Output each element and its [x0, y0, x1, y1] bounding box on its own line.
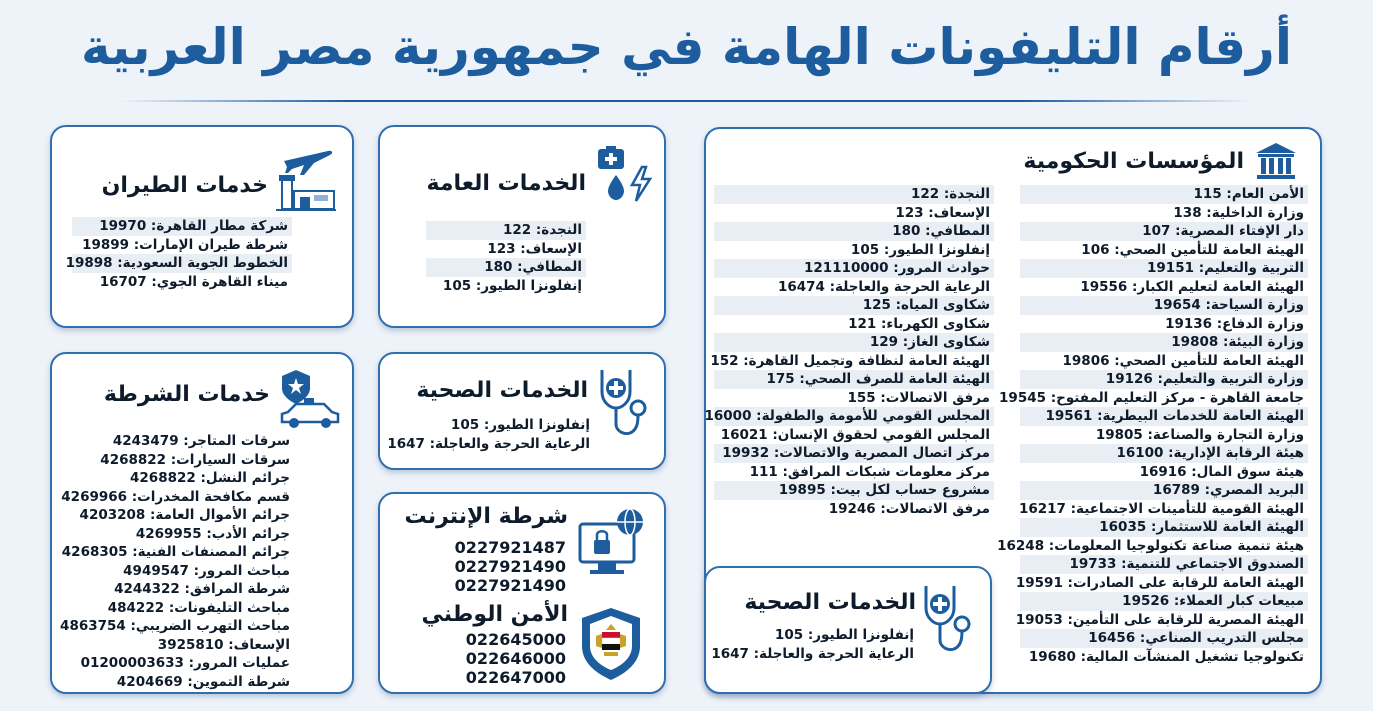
item-label: البريد المصري: — [1204, 482, 1304, 498]
item-label: وزارة الداخلية: — [1206, 204, 1304, 221]
item-label: وزارة التربية والتعليم: — [1157, 371, 1304, 387]
phone-number[interactable]: 105 — [774, 627, 804, 643]
phone-number[interactable]: 111 — [749, 463, 778, 480]
list-item — [1020, 222, 1308, 241]
medical-water-electricity-icon — [594, 143, 656, 205]
list-item — [61, 488, 294, 507]
phone-number[interactable]: 105 — [850, 241, 880, 258]
stethoscope-icon — [916, 582, 978, 656]
stethoscope-icon — [592, 366, 654, 440]
item-label: الهيئة العامة للصرف الصحي: — [799, 371, 990, 387]
phone-number[interactable]: 484222 — [107, 599, 165, 616]
item-label: مشروع حساب لكل بيت: — [830, 482, 990, 498]
phone-number[interactable]: 16916 — [1139, 463, 1187, 480]
item-label: النجدة: — [943, 186, 990, 202]
list-item — [728, 626, 918, 645]
phone-number[interactable]: 16707 — [99, 273, 147, 290]
list-item — [714, 222, 994, 241]
phone-number[interactable]: 19545 — [999, 389, 1046, 406]
internet-title: شرطة الإنترنت — [404, 504, 568, 529]
phone-number[interactable]: 4244322 — [114, 581, 180, 597]
list-item — [714, 259, 994, 278]
phone-number[interactable]: 16217 — [1018, 500, 1066, 517]
phone-number[interactable]: 129 — [869, 334, 899, 350]
phone-number[interactable]: 16035 — [1099, 519, 1147, 535]
list-item — [64, 506, 294, 525]
phone-number[interactable]: 19899 — [82, 236, 130, 253]
list-item — [1020, 463, 1308, 482]
item-label: الخطوط الجوية السعودية: — [117, 255, 288, 271]
phone-number[interactable]: 4949547 — [123, 562, 189, 579]
general-card — [378, 125, 666, 328]
item-label: المطافي: — [925, 223, 990, 239]
item-label: وزارة البيئة: — [1222, 334, 1304, 350]
list-item — [714, 241, 994, 260]
phone-number[interactable]: 19151 — [1147, 260, 1194, 276]
list-item — [1020, 370, 1308, 389]
item-label: مباحث التهرب الضريبي: — [130, 618, 290, 634]
phone-number[interactable]: 4269955 — [135, 525, 202, 542]
phone-number[interactable]: 19126 — [1105, 371, 1153, 387]
phone-number[interactable]: 123 — [895, 204, 924, 221]
phone-number[interactable]: 0227921490 — [454, 557, 566, 576]
phone-number[interactable]: 155 — [847, 389, 876, 406]
phone-number[interactable]: 106 — [1081, 241, 1110, 258]
list-item — [1020, 296, 1308, 315]
list-item — [714, 278, 994, 297]
internet-numbers — [436, 538, 566, 595]
item-label: الرعاية الحرجة والعاجلة: — [829, 278, 990, 295]
phone-number[interactable]: 122 — [503, 222, 532, 238]
list-item — [426, 258, 586, 277]
aviation-list — [65, 217, 292, 291]
item-label: الصندوق الاجتماعي للتنمية: — [1121, 556, 1304, 572]
phone-number[interactable]: 022647000 — [465, 668, 566, 687]
item-label: إنفلونزا الطيور: — [883, 241, 990, 258]
phone-number[interactable]: 105 — [450, 417, 480, 433]
item-label: هيئة سوق المال: — [1191, 463, 1304, 480]
list-item — [1020, 259, 1308, 278]
item-label: الهيئة العامة للرقابة على الصادرات: — [1067, 574, 1304, 591]
phone-number[interactable]: 1647 — [711, 645, 749, 662]
item-label: مرفق الاتصالات: — [880, 389, 990, 406]
list-item — [64, 654, 294, 673]
phone-number[interactable]: 1647 — [387, 435, 425, 452]
phone-number[interactable]: 19898 — [65, 255, 113, 271]
item-label: الرعاية الحرجة والعاجلة: — [753, 645, 914, 662]
list-item — [714, 444, 994, 463]
item-label: إنفلونزا الطيور: — [475, 277, 582, 294]
phone-number[interactable]: 16000 — [704, 408, 752, 424]
list-item — [714, 389, 994, 408]
phone-number[interactable]: 19932 — [722, 445, 770, 461]
item-label: الهيئة العامة للخدمات البيطرية: — [1097, 408, 1304, 424]
title-underline — [120, 100, 1250, 102]
item-label: قسم مكافحة المخدرات: — [131, 488, 290, 505]
phone-number[interactable]: 16474 — [777, 278, 825, 295]
list-item — [1020, 444, 1308, 463]
list-item — [999, 389, 1308, 408]
list-item — [1020, 426, 1308, 445]
item-label: مباحث المرور: — [193, 562, 290, 579]
list-item — [426, 240, 586, 259]
item-label: الإسعاف: — [228, 636, 290, 653]
list-item — [714, 333, 994, 352]
phone-number[interactable]: 19053 — [1015, 611, 1063, 628]
phone-number[interactable]: 16789 — [1152, 482, 1200, 498]
list-item — [64, 469, 294, 488]
item-label: وزارة الدفاع: — [1216, 315, 1304, 332]
item-label: الرعاية الحرجة والعاجلة: — [429, 435, 590, 452]
item-label: الهيئة العامة للاستثمار: — [1150, 519, 1304, 535]
list-item — [72, 217, 292, 236]
item-label: وزارة السياحة: — [1205, 297, 1304, 313]
internet-national-card — [378, 492, 666, 694]
gov-title: المؤسسات الحكومية — [1023, 149, 1244, 174]
item-label: مباحث التليفونات: — [168, 599, 290, 616]
item-label: وزارة التجارة والصناعة: — [1147, 426, 1304, 443]
list-item — [1015, 574, 1308, 593]
list-item — [714, 185, 994, 204]
list-item — [426, 277, 586, 296]
phone-number[interactable]: 107 — [1142, 223, 1171, 239]
list-item — [1020, 204, 1308, 223]
phone-number[interactable]: 122 — [911, 186, 940, 202]
phone-number[interactable]: 4269966 — [61, 488, 128, 505]
phone-number[interactable]: 16456 — [1088, 630, 1136, 646]
egypt-eagle-shield-icon — [578, 606, 644, 682]
phone-number[interactable]: 19591 — [1015, 574, 1063, 591]
list-item — [60, 617, 294, 636]
item-label: الإسعاف: — [928, 204, 990, 221]
list-item — [714, 481, 994, 500]
item-label: مبيعات كبار العملاء: — [1173, 593, 1304, 609]
gov-list-right — [997, 185, 1308, 666]
general-title: الخدمات العامة — [426, 171, 586, 196]
phone-number[interactable]: 4268822 — [100, 451, 167, 468]
phone-number[interactable]: 4863754 — [60, 618, 126, 634]
item-label: مجلس التدريب الصناعي: — [1139, 630, 1304, 646]
phone-number[interactable]: 16021 — [720, 426, 768, 443]
phone-number[interactable]: 19526 — [1122, 593, 1170, 609]
phone-number[interactable]: 123 — [487, 240, 516, 257]
list-item — [714, 500, 994, 519]
list-item — [1020, 352, 1308, 371]
list-item — [1020, 648, 1308, 667]
item-label: جامعة القاهرة - مركز التعليم المفتوح: — [1050, 389, 1304, 406]
police-card — [50, 352, 354, 694]
national-title: الأمن الوطني — [421, 602, 568, 627]
list-item — [1015, 611, 1308, 630]
phone-number[interactable]: 180 — [484, 259, 513, 275]
item-label: سرقات المتاجر: — [183, 433, 290, 449]
item-label: إنفلونزا الطيور: — [483, 417, 590, 433]
phone-number[interactable]: 115 — [1193, 186, 1222, 202]
item-label: الإسعاف: — [520, 240, 582, 257]
item-label: شركة مطار القاهرة: — [150, 218, 288, 234]
phone-number[interactable]: 19805 — [1095, 426, 1143, 443]
phone-number[interactable]: 0227921487 — [454, 538, 566, 557]
health-mid-title: الخدمات الصحية — [416, 378, 588, 403]
list-item — [1020, 407, 1308, 426]
phone-number[interactable]: 0227921490 — [454, 576, 566, 595]
health-bottom-list — [711, 626, 918, 663]
page-title: أرقام التليفونات الهامة في جمهورية مصر العربية — [81, 18, 1292, 76]
list-item — [1020, 481, 1308, 500]
item-label: الهيئة العامة للتأمين الصحي: — [1114, 352, 1304, 369]
list-item — [714, 296, 994, 315]
list-item — [64, 451, 294, 470]
item-label: شرطة المرافق: — [184, 581, 290, 597]
phone-number[interactable]: 19895 — [778, 482, 826, 498]
health-mid-list — [387, 416, 594, 453]
list-item — [1020, 315, 1308, 334]
phone-number[interactable]: 19136 — [1165, 315, 1213, 332]
gov-list-left — [704, 185, 994, 518]
list-item — [711, 645, 918, 664]
list-item — [64, 432, 294, 451]
item-label: حوادث المرور: — [893, 260, 990, 276]
list-item — [714, 426, 994, 445]
list-item — [64, 636, 294, 655]
phone-number[interactable]: 19680 — [1028, 648, 1076, 665]
list-item — [426, 221, 586, 240]
list-item — [64, 599, 294, 618]
list-item — [714, 370, 994, 389]
phone-number[interactable]: 19806 — [1062, 352, 1110, 369]
item-label: التربية والتعليم: — [1198, 260, 1304, 276]
list-item — [714, 315, 994, 334]
item-label: شكاوى الغاز: — [902, 334, 990, 350]
item-label: دار الإفتاء المصرية: — [1175, 223, 1304, 239]
list-item — [704, 407, 994, 426]
item-label: جرائم الأدب: — [206, 525, 290, 542]
item-label: مركز اتصال المصرية والاتصالات: — [773, 445, 990, 461]
aviation-card — [50, 125, 354, 328]
item-label: الهيئة العامة للتأمين الصحي: — [1114, 241, 1304, 258]
health-bottom-title: الخدمات الصحية — [744, 590, 916, 615]
item-label: المجلس القومي للأمومة والطفولة: — [756, 408, 990, 424]
phone-number[interactable]: 16100 — [1116, 445, 1164, 461]
phone-number[interactable]: 4204669 — [116, 673, 183, 690]
phone-number[interactable]: 19556 — [1080, 278, 1128, 295]
phone-number[interactable]: 175 — [766, 371, 795, 387]
phone-number[interactable]: 19808 — [1171, 334, 1219, 350]
item-label: النجدة: — [535, 222, 582, 238]
item-label: مرفق الاتصالات: — [880, 500, 990, 517]
government-building-icon — [1254, 141, 1298, 181]
list-item — [64, 562, 294, 581]
item-label: هيئة تنمية صناعة تكنولوجيا المعلومات: — [1048, 537, 1304, 554]
list-item — [404, 416, 594, 435]
list-item — [1020, 241, 1308, 260]
phone-number[interactable]: 125 — [862, 297, 891, 313]
phone-number[interactable]: 4268822 — [130, 470, 196, 486]
phone-number[interactable]: 152 — [710, 352, 739, 369]
aviation-title: خدمات الطيران — [101, 173, 268, 198]
list-item — [64, 580, 294, 599]
list-item — [1020, 518, 1308, 537]
police-car-icon — [274, 368, 344, 430]
phone-number[interactable]: 19733 — [1069, 556, 1117, 572]
item-label: عمليات المرور: — [188, 655, 290, 671]
list-item — [65, 254, 292, 273]
general-list — [426, 221, 586, 295]
health-mid-card — [378, 352, 666, 470]
item-label: الهيئة العامة لنظافة وتجميل القاهرة: — [743, 352, 990, 369]
item-label: شكاوى الكهرباء: — [881, 315, 990, 332]
list-item — [997, 537, 1308, 556]
item-label: سرقات السيارات: — [170, 451, 290, 468]
phone-number[interactable]: 19654 — [1153, 297, 1201, 313]
list-item — [714, 463, 994, 482]
phone-number[interactable]: 19970 — [99, 218, 147, 234]
item-label: الهيئة العامة لتعليم الكبار: — [1132, 278, 1304, 295]
item-label: ميناء القاهرة الجوي: — [151, 273, 288, 290]
phone-number[interactable]: 022646000 — [465, 649, 566, 668]
phone-number[interactable]: 138 — [1173, 204, 1202, 221]
list-item — [72, 236, 292, 255]
item-label: هيئة الرقابة الإدارية: — [1168, 445, 1304, 461]
item-label: شكاوى المياه: — [895, 297, 990, 313]
phone-number[interactable]: 19246 — [828, 500, 876, 517]
item-label: جرائم الأموال العامة: — [150, 507, 290, 523]
item-label: شرطة طيران الإمارات: — [133, 236, 288, 253]
list-item — [1020, 629, 1308, 648]
airplane-airport-icon — [274, 145, 338, 213]
item-label: المطافي: — [517, 259, 582, 275]
phone-number[interactable]: 3925810 — [157, 636, 224, 653]
list-item — [710, 352, 994, 371]
phone-number[interactable]: 16248 — [997, 537, 1045, 554]
list-item — [387, 435, 594, 454]
item-label: جرائم النشل: — [200, 470, 290, 486]
item-label: جرائم المصنفات الفنية: — [132, 544, 290, 560]
item-label: تكنولوجيا تشغيل المنشآت المالية: — [1080, 648, 1304, 665]
phone-number[interactable]: 105 — [442, 277, 472, 294]
item-label: المجلس القومي لحقوق الإنسان: — [772, 426, 990, 443]
health-bottom-card — [704, 566, 992, 694]
police-list — [60, 432, 294, 691]
national-numbers — [436, 630, 566, 687]
phone-number[interactable]: 4243479 — [112, 433, 179, 449]
list-item — [1020, 555, 1308, 574]
list-item — [64, 673, 294, 692]
list-item — [1020, 592, 1308, 611]
list-item — [72, 273, 292, 292]
phone-number[interactable]: 121110000 — [804, 260, 889, 276]
phone-number[interactable]: 121 — [848, 315, 877, 332]
item-label: شرطة التموين: — [187, 673, 290, 690]
phone-number[interactable]: 01200003633 — [80, 655, 184, 671]
item-label: الهيئة المصرية للرقابة على التأمين: — [1067, 611, 1304, 628]
list-item — [1020, 185, 1308, 204]
list-item — [1020, 278, 1308, 297]
list-item — [1020, 500, 1308, 519]
list-item — [714, 204, 994, 223]
item-label: مركز معلومات شبكات المرافق: — [782, 463, 990, 480]
police-title: خدمات الشرطة — [103, 382, 270, 407]
phone-number[interactable]: 4203208 — [79, 507, 146, 523]
list-item — [61, 543, 294, 562]
phone-number[interactable]: 4268305 — [61, 544, 128, 560]
phone-number[interactable]: 19561 — [1045, 408, 1093, 424]
item-label: الأمن العام: — [1226, 186, 1304, 202]
item-label: إنفلونزا الطيور: — [807, 627, 914, 643]
phone-number[interactable]: 022645000 — [465, 630, 566, 649]
phone-number[interactable]: 180 — [892, 223, 921, 239]
item-label: الهيئة القومية للتأمينات الاجتماعية: — [1070, 500, 1304, 517]
list-item — [1020, 333, 1308, 352]
list-item — [64, 525, 294, 544]
computer-lock-globe-icon — [576, 504, 648, 580]
